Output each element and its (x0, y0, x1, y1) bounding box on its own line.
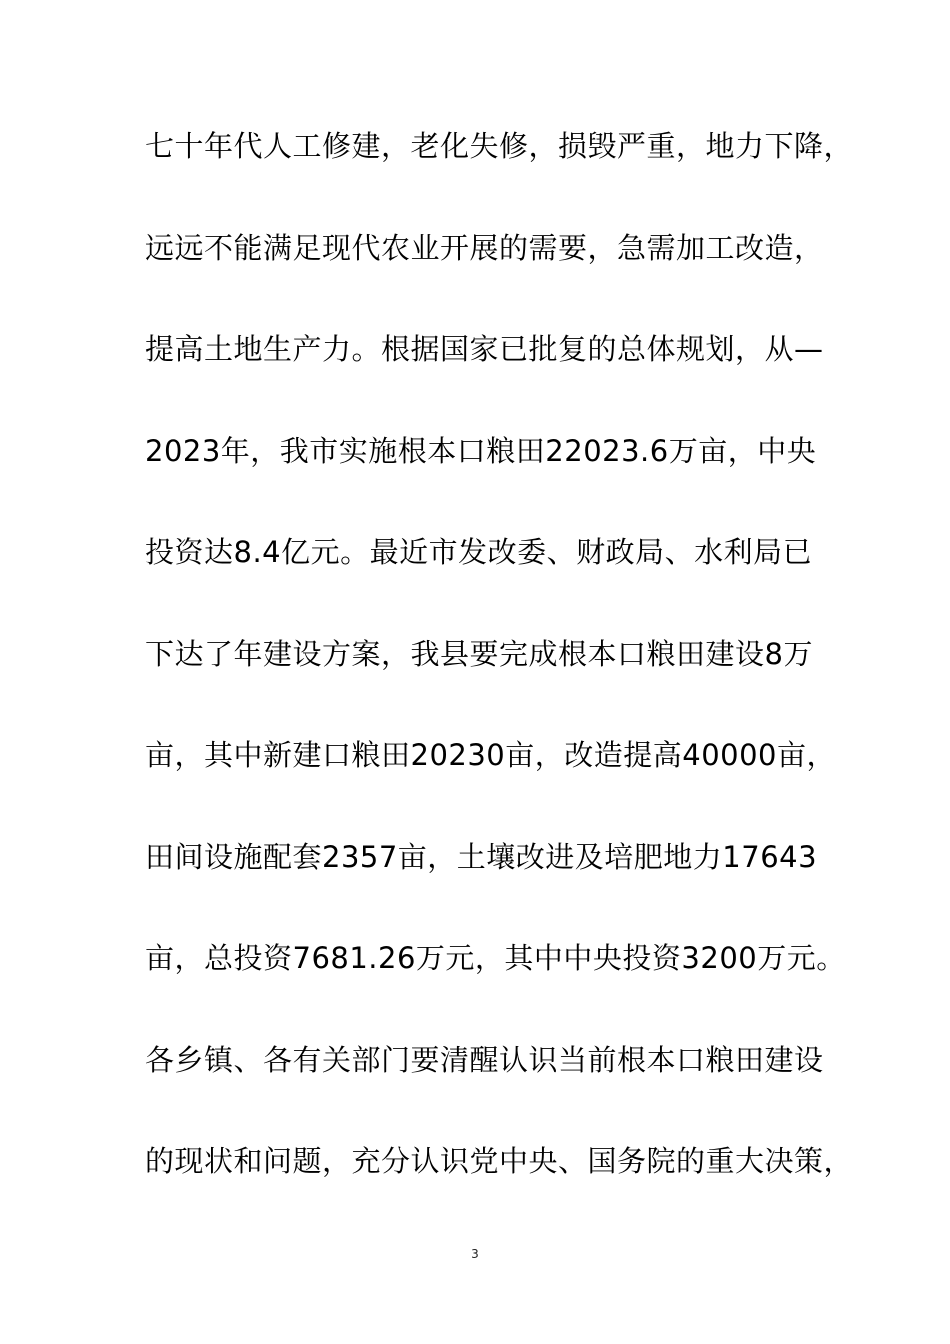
text-line: 亩，其中新建口粮田20230亩，改造提高40000亩， (145, 738, 837, 772)
text-line: 田间设施配套2357亩，土壤改进及培肥地力17643 (145, 839, 818, 874)
text-line: 2023年，我市实施根本口粮田22023.6万亩，中央 (145, 433, 817, 468)
text-line: 投资达8.4亿元。最近市发改委、财政局、水利局已 (145, 535, 813, 569)
text-line: 七十年代人工修建，老化失修，损毁严重，地力下降， (145, 129, 854, 163)
body-text (145, 120, 854, 1237)
text-line: 的现状和问题，充分认识党中央、国务院的重大决策， (145, 1144, 854, 1178)
text-line: 提高土地生产力。根据国家已批复的总体规划，从— (145, 332, 824, 366)
text-line: 亩，总投资7681.26万元，其中中央投资3200万元。 (145, 941, 846, 975)
page-number: 3 (471, 1247, 479, 1261)
text-line: 远远不能满足现代农业开展的需要，急需加工改造， (145, 230, 824, 265)
text-line: 各乡镇、各有关部门要清醒认识当前根本口粮田建设 (145, 1042, 824, 1077)
text-line: 下达了年建设方案，我县要完成根本口粮田建设8万 (145, 636, 813, 671)
